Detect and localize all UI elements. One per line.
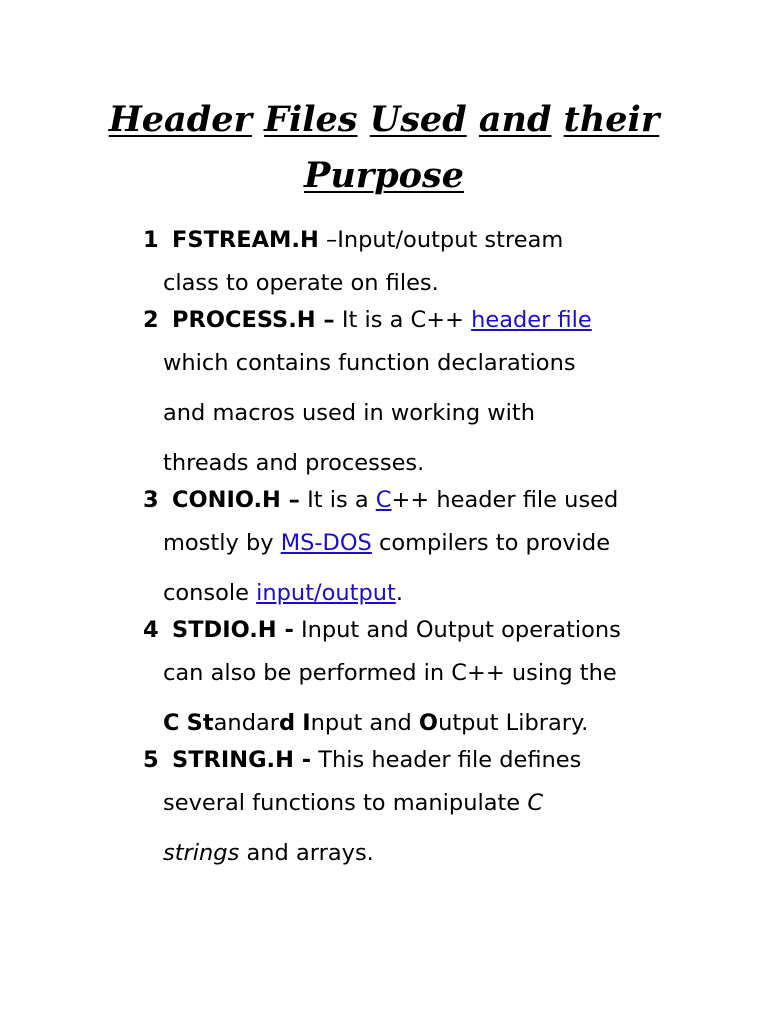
acronym-letter: C [163, 710, 180, 736]
title-word: Files [264, 99, 358, 140]
title-word: Used [369, 99, 467, 140]
item-text: several functions to manipulate [163, 790, 528, 816]
list-item-line [143, 382, 743, 432]
item-text: andar [213, 710, 280, 736]
list-item-line [143, 772, 743, 822]
header-file-link[interactable]: header file [471, 307, 592, 333]
title-word: Header [108, 99, 252, 140]
item-text: This header file defines [311, 747, 582, 773]
item-text: It is a C++ [334, 307, 472, 333]
list-item-string [143, 742, 743, 872]
list-item-line [143, 642, 743, 692]
item-number: 2 [143, 307, 159, 333]
title-line-2 [0, 148, 768, 204]
item-text: – [318, 227, 338, 253]
item-text: which contains function declarations [163, 350, 576, 376]
item-text: console [163, 580, 257, 606]
list-item-line [143, 332, 743, 382]
input-output-link[interactable]: input/output [256, 580, 396, 606]
acronym-letter: I [302, 710, 311, 736]
item-number: 3 [143, 487, 159, 513]
acronym-letter: St [186, 710, 214, 736]
item-text: and arrays. [239, 840, 374, 866]
list-item-fstream [143, 222, 743, 302]
title-word: and [478, 99, 552, 140]
item-text: and macros used in working with [163, 400, 536, 426]
list-item-line [143, 742, 743, 772]
list-item-line [143, 432, 743, 482]
list-item-process [143, 302, 743, 482]
list-item-line [143, 692, 743, 742]
header-name: STDIO.H - [172, 617, 294, 643]
header-name: CONIO.H – [172, 487, 300, 513]
header-name: STRING.H - [172, 747, 312, 773]
item-number: 5 [143, 747, 159, 773]
list-item-line [143, 562, 743, 612]
list-item-conio [143, 482, 743, 612]
acronym-letter: O [418, 710, 439, 736]
acronym-letter: d [279, 710, 296, 736]
item-text: mostly by [163, 530, 281, 556]
header-file-list [143, 222, 743, 872]
title-word: their [563, 99, 660, 140]
item-text: ++ header file used [391, 487, 619, 513]
list-item-line [143, 612, 743, 642]
item-text: Input/output stream [337, 227, 564, 253]
header-name: PROCESS.H – [172, 307, 335, 333]
page-title [0, 92, 768, 204]
list-item-line [143, 822, 743, 872]
list-item-line [143, 512, 743, 562]
item-text: . [395, 580, 403, 606]
list-item-stdio [143, 612, 743, 742]
ms-dos-link[interactable]: MS-DOS [280, 530, 372, 556]
c-language-link[interactable]: C [375, 487, 392, 513]
item-text: can also be performed in C++ using the [163, 660, 617, 686]
list-item-line [143, 222, 743, 252]
item-text: nput and [310, 710, 419, 736]
list-item-line [143, 302, 743, 332]
item-text: Input and Output operations [293, 617, 621, 643]
header-name: FSTREAM.H [172, 227, 319, 253]
item-text: utput Library. [438, 710, 589, 736]
list-item-line [143, 252, 743, 302]
item-text: class to operate on files. [163, 270, 439, 296]
item-text [180, 710, 187, 736]
list-item-line [143, 482, 743, 512]
item-text: compilers to provide [371, 530, 611, 556]
item-number: 4 [143, 617, 159, 643]
title-line-1 [0, 92, 768, 148]
item-text: threads and processes. [163, 450, 425, 476]
item-text: It is a [299, 487, 376, 513]
item-number: 1 [143, 227, 159, 253]
item-text-italic: C [527, 790, 544, 816]
item-text-italic: strings [163, 840, 240, 866]
title-word: Purpose [304, 155, 464, 196]
